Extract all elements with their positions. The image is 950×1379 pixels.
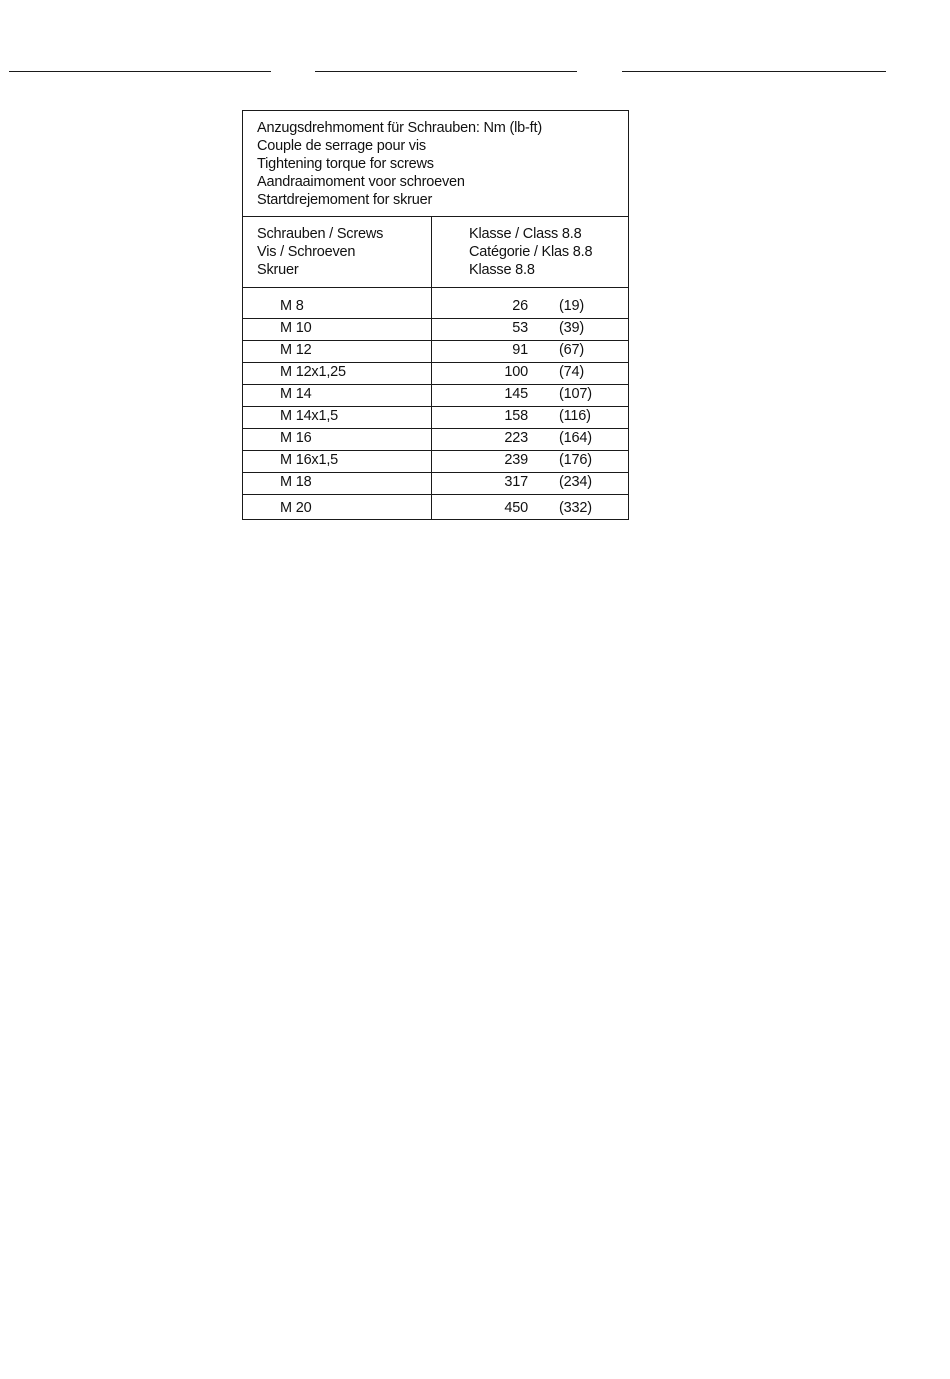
- title-line-french: Couple de serrage pour vis: [257, 138, 426, 154]
- torque-lbft: (107): [559, 386, 592, 402]
- table-row: [243, 363, 628, 385]
- torque-nm: 26: [512, 298, 528, 314]
- table-row: [243, 319, 628, 341]
- table-row: [243, 495, 628, 520]
- table-row: [243, 407, 628, 429]
- table-row: [243, 451, 628, 473]
- torque-nm: 158: [504, 408, 528, 424]
- torque-lbft: (176): [559, 452, 592, 468]
- table-row: [243, 429, 628, 451]
- screw-size: M 14: [280, 386, 312, 402]
- torque-nm: 223: [504, 430, 528, 446]
- title-line-german: Anzugsdrehmoment für Schrauben: Nm (lb-ft): [257, 120, 542, 136]
- torque-nm: 100: [504, 364, 528, 380]
- torque-lbft: (67): [559, 342, 584, 358]
- torque-table: [242, 110, 629, 520]
- screw-column-header: [257, 225, 383, 279]
- title-line-danish: Startdrejemoment for skruer: [257, 192, 433, 208]
- torque-lbft: (19): [559, 298, 584, 314]
- table-row: [243, 473, 628, 495]
- screw-header-line: Vis / Schroeven: [257, 244, 356, 260]
- screw-size: M 8: [280, 298, 304, 314]
- title-line-english: Tightening torque for screws: [257, 156, 434, 172]
- header-rule-center: [315, 71, 577, 72]
- torque-lbft: (74): [559, 364, 584, 380]
- screw-size: M 12x1,25: [280, 364, 346, 380]
- table-body: [243, 288, 628, 520]
- torque-nm: 91: [512, 342, 528, 358]
- torque-lbft: (116): [559, 408, 591, 424]
- screw-header-line: Schrauben / Screws: [257, 226, 384, 242]
- torque-nm: 317: [504, 474, 528, 490]
- screw-size: M 18: [280, 474, 312, 490]
- screw-size: M 12: [280, 342, 312, 358]
- class-header-line: Klasse / Class 8.8: [469, 226, 582, 242]
- table-row: [243, 288, 628, 319]
- torque-nm: 145: [504, 386, 528, 402]
- table-title: [243, 111, 628, 217]
- header-rule-right: [622, 71, 886, 72]
- screw-size: M 14x1,5: [280, 408, 339, 424]
- table-header: [243, 217, 628, 288]
- table-row: [243, 341, 628, 363]
- table-row: [243, 385, 628, 407]
- screw-size: M 16x1,5: [280, 452, 339, 468]
- torque-lbft: (39): [559, 320, 584, 336]
- header-rule-left: [9, 71, 271, 72]
- class-header-line: Catégorie / Klas 8.8: [469, 244, 593, 260]
- torque-lbft: (332): [559, 500, 592, 516]
- torque-nm: 53: [512, 320, 528, 336]
- title-line-dutch: Aandraaimoment voor schroeven: [257, 174, 465, 190]
- torque-lbft: (164): [559, 430, 592, 446]
- class-header-line: Klasse 8.8: [469, 262, 535, 278]
- screw-size: M 10: [280, 320, 312, 336]
- torque-nm: 239: [504, 452, 528, 468]
- class-column-header: [469, 225, 592, 279]
- screw-header-line: Skruer: [257, 262, 299, 278]
- torque-nm: 450: [504, 500, 528, 516]
- screw-size: M 20: [280, 500, 312, 516]
- screw-size: M 16: [280, 430, 312, 446]
- torque-lbft: (234): [559, 474, 592, 490]
